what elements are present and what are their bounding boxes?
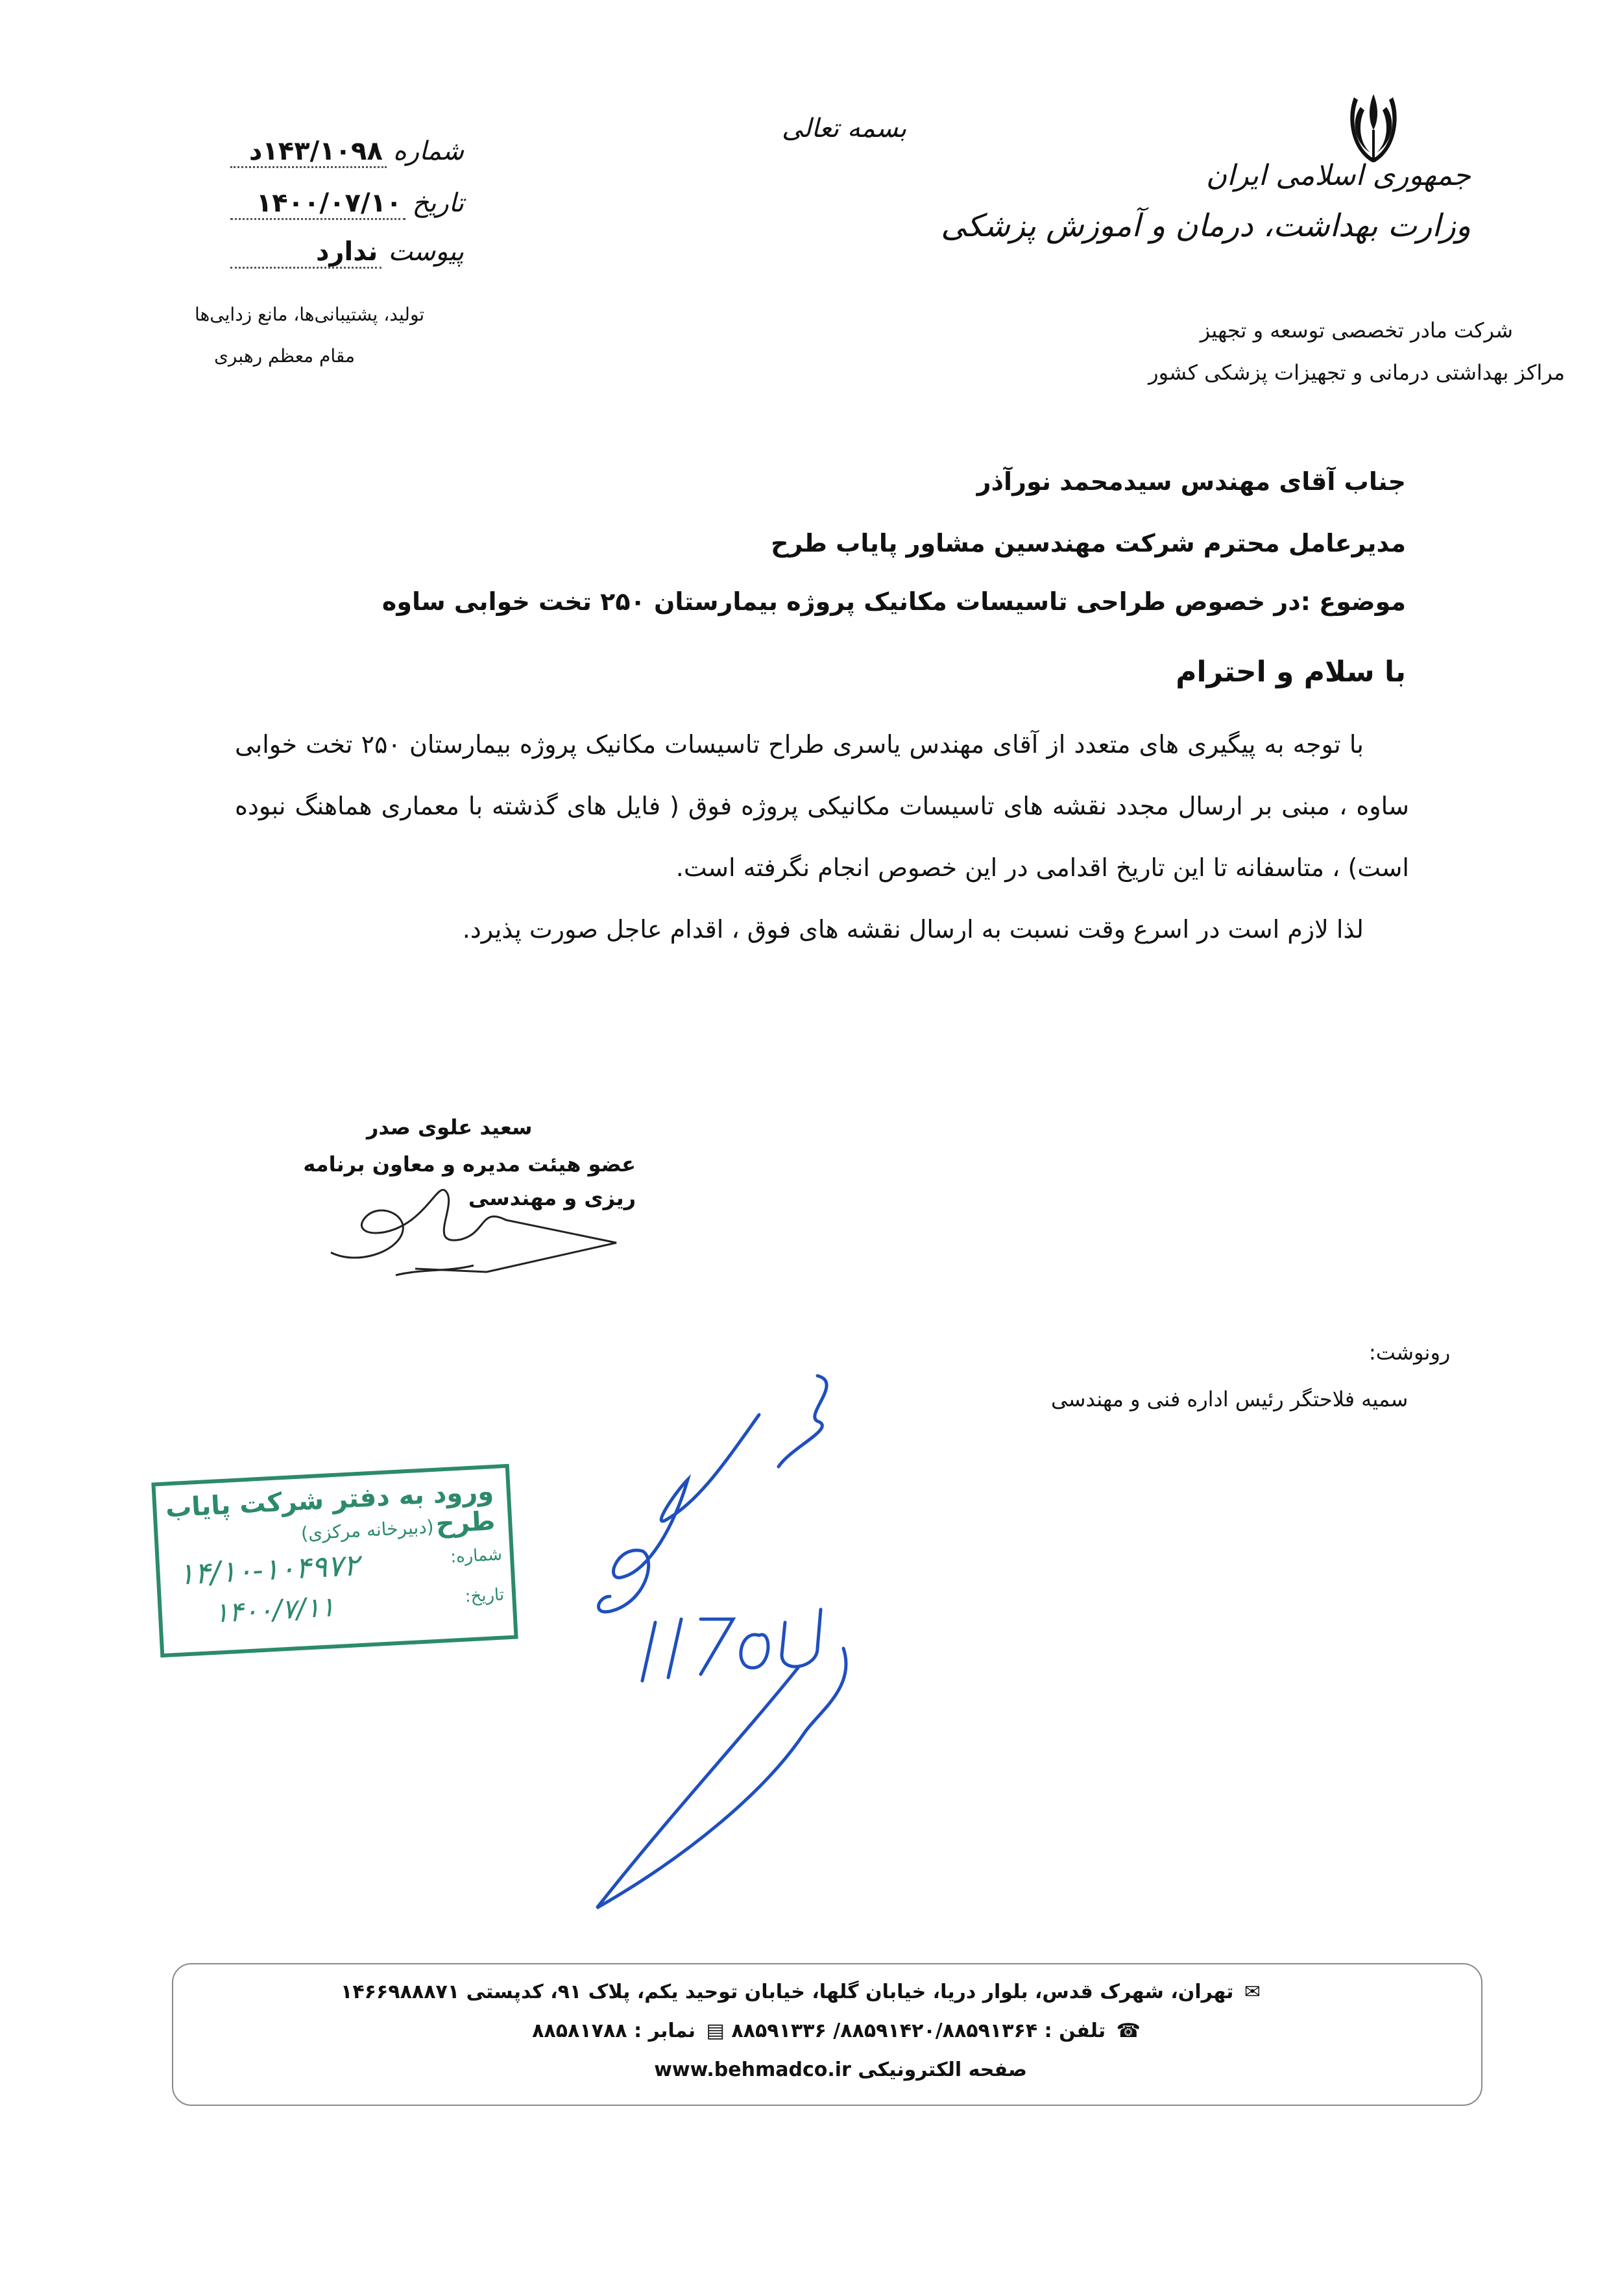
- signatory-name: سعید علوی صدر: [367, 1115, 533, 1140]
- footer-address: تهران، شهرک قدس، بلوار دریا، خیابان گلها، خیابان توحید یکم، پلاک ۹۱، کدپستی ۱۴۶۶۹۸۸۸۷۱: [341, 1981, 1234, 2003]
- letter-date-label: تاریخ: [412, 188, 464, 218]
- government-name: جمهوری اسلامی ایران: [1205, 159, 1471, 192]
- letterhead-footer: [172, 1963, 1482, 2106]
- handwritten-annotation: [454, 1363, 908, 1927]
- letter-body: [235, 714, 1409, 960]
- attachment-value: ندارد: [230, 237, 381, 269]
- footer-web-label: صفحه الکترونیکی: [858, 2058, 1027, 2081]
- ministry-name: وزارت بهداشت، درمان و آموزش پزشکی: [941, 208, 1471, 244]
- stamp-title: ورود به دفتر شرکت پایاب طرح: [164, 1476, 496, 1539]
- cc-label: رونوشت:: [1369, 1340, 1451, 1365]
- footer-address-line: [341, 1981, 1261, 2003]
- cc-recipient: سمیه فلاحتگر رئیس اداره فنی و مهندسی: [1051, 1387, 1408, 1411]
- stamp-date-value: ۱۴۰۰/۷/۱۱: [213, 1591, 336, 1629]
- stamp-number-value: ۱۴/۱۰-۱۰۴۹۷۲: [177, 1547, 360, 1592]
- stamp-subtitle: (دبیرخانه مرکزی): [300, 1515, 435, 1545]
- attachment-row: [230, 237, 464, 269]
- addressee-name: جناب آقای مهندس سیدمحمد نورآذر: [976, 467, 1406, 496]
- letter-subject: موضوع :در خصوص طراحی تاسیسات مکانیک پروژه بیمارستان ۲۵۰ تخت خوابی ساوه: [381, 587, 1406, 616]
- body-paragraph: لذا لازم است در اسرع وقت نسبت به ارسال نقشه های فوق ، اقدام عاجل صورت پذیرد.: [462, 915, 1364, 944]
- slogan-line2: مقام معظم رهبری: [214, 345, 356, 367]
- iran-emblem-icon: [1341, 91, 1406, 169]
- addressee-title: مدیرعامل محترم شرکت مهندسین مشاور پایاب طرح: [771, 529, 1406, 557]
- handwritten-signature: [318, 1155, 623, 1285]
- fax-icon: ▤: [706, 2020, 725, 2042]
- footer-fax-label: نمابر :: [634, 2020, 696, 2042]
- slogan-line1: تولید، پشتیبانی‌ها، مانع زدایی‌ها: [195, 304, 425, 325]
- letter-number-row: [230, 136, 464, 168]
- letter-date-row: [230, 188, 464, 220]
- phone-icon: ☎: [1116, 2020, 1141, 2042]
- signatory-role: عضو هیئت مدیره و معاون برنامه ریزی و مهندسی: [303, 1152, 636, 1210]
- greeting: با سلام و احترام: [1176, 655, 1406, 689]
- company-name-line1: شرکت مادر تخصصی توسعه و تجهیز: [1200, 318, 1513, 343]
- body-paragraph: با توجه به پیگیری های متعدد از آقای مهندس یاسری طراح تاسیسات مکانیک پروژه بیمارستان ۲۵۰ تخت خوابی ساوه ، مبنی بر ارسال مجدد نقشه های تاسیسات مکانیکی پروژه فوق ( فایل های گذشته با معماری هماهنگ نبوده است) ، متاسفانه تا این تاریخ اقدامی در این خصوص انجام نگرفته است.: [235, 730, 1409, 882]
- stamp-number-label: شماره:: [450, 1545, 503, 1567]
- footer-phones: ۸۸۵۹۱۴۲۰/۸۸۵۹۱۳۶۴/ ۸۸۵۹۱۳۳۶: [731, 2020, 1038, 2042]
- letter-number-label: شماره: [393, 136, 464, 166]
- footer-contact-line: [532, 2020, 1141, 2042]
- letter-number-value: ۱۴۳/۱۰۹۸د: [230, 136, 387, 168]
- basmala: بسمه تعالی: [782, 114, 907, 143]
- footer-website[interactable]: www.behmadco.ir: [654, 2058, 851, 2081]
- company-name-line2: مراکز بهداشتی درمانی و تجهیزات پزشکی کشور: [1148, 360, 1565, 385]
- letter-date-value: ۱۴۰۰/۰۷/۱۰: [230, 188, 405, 220]
- footer-phone-label: تلفن :: [1044, 2020, 1106, 2042]
- stamp-date-label: تاریخ:: [464, 1585, 505, 1607]
- attachment-label: پیوست: [388, 237, 464, 267]
- footer-web-line: [654, 2058, 1027, 2081]
- footer-fax: ۸۸۵۸۱۷۸۸: [532, 2020, 627, 2042]
- location-icon: ✉: [1244, 1981, 1261, 2003]
